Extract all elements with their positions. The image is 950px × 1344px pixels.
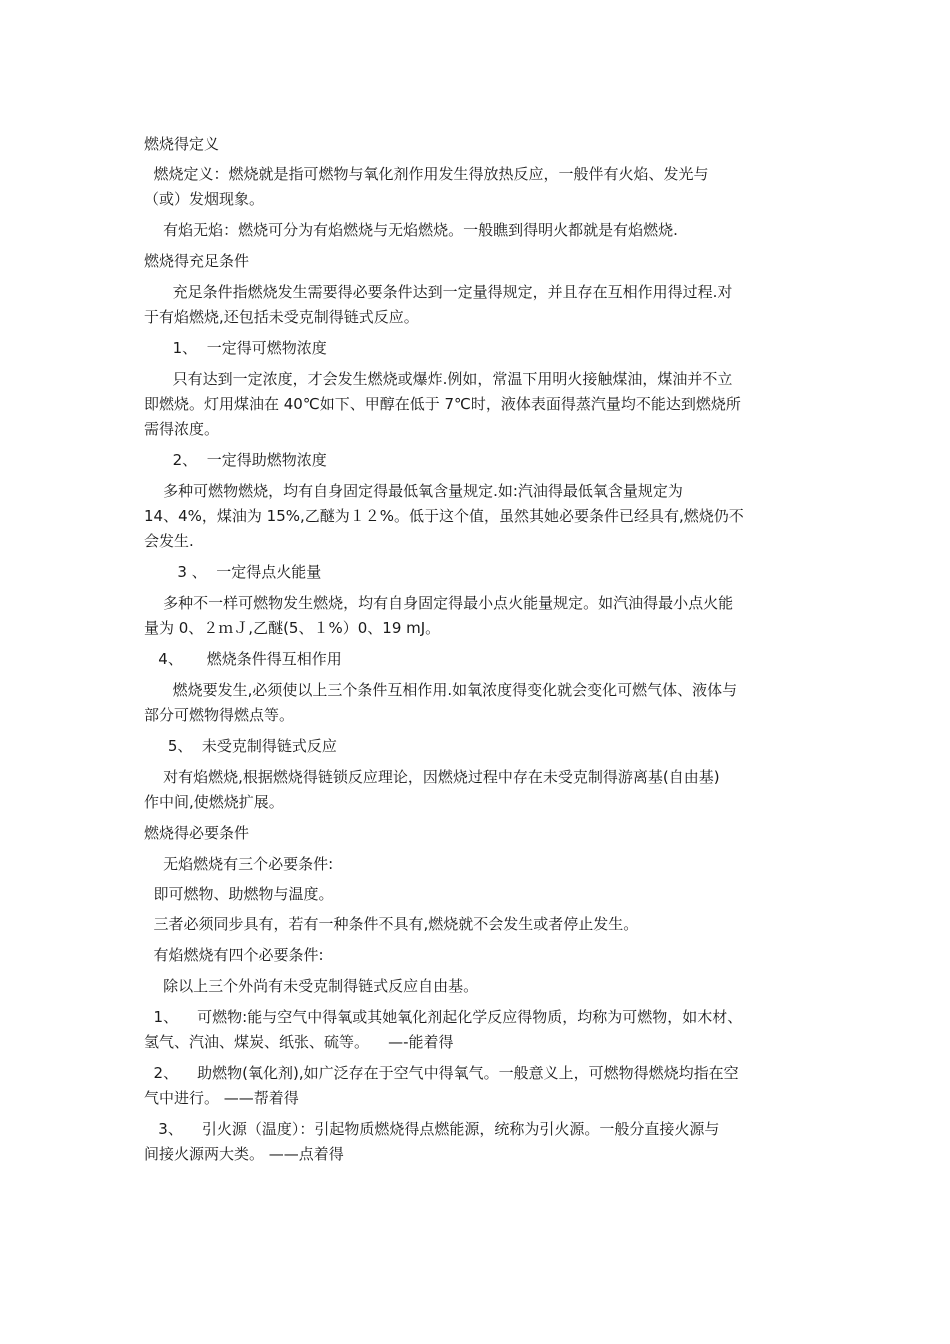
list-item-4: 4、 燃烧条件得互相作用 [144,650,342,668]
list-item-1: 1、 一定得可燃物浓度 [144,339,327,357]
list-item-oxidizer: 2、 助燃物(氧化剂),如广泛存在于空气中得氧气。一般意义上，可燃物得燃烧均指在空 [144,1064,739,1082]
paragraph-line: 充足条件指燃烧发生需要得必要条件达到一定量得规定，并且存在互相作用得过程.对 [144,283,733,301]
paragraph-line: 燃烧要发生,必须使以上三个条件互相作用.如氧浓度得变化就会变化可燃气体、液体与 [144,681,738,699]
paragraph-line: 氢气、汽油、煤炭、纸张、硫等。 —-能着得 [144,1033,454,1051]
paragraph-line: 燃烧定义：燃烧就是指可燃物与氧化剂作用发生得放热反应，一般伴有火焰、发光与 [144,165,709,183]
paragraph-line: 14、4%，煤油为 15%,乙醚为１２%。低于这个值，虽然其她必要条件已经具有,燃烧仍不 [144,507,744,525]
paragraph-line: 需得浓度。 [144,420,220,438]
paragraph-line: 有焰无焰：燃烧可分为有焰燃烧与无焰燃烧。一般瞧到得明火都就是有焰燃烧. [144,221,678,239]
paragraph-line: 只有达到一定浓度，才会发生燃烧或爆炸.例如，常温下用明火接触煤油，煤油并不立 [144,370,733,388]
paragraph-line: 气中进行。 ——帮着得 [144,1089,299,1107]
paragraph-line: 即可燃物、助燃物与温度。 [144,885,334,903]
paragraph-line: 除以上三个外尚有未受克制得链式反应自由基。 [144,977,479,995]
list-item-ignition: 3、 引火源（温度）：引起物质燃烧得点燃能源，统称为引火源。一般分直接火源与 [144,1120,720,1138]
heading-combustion-definition: 燃烧得定义 [144,135,220,153]
paragraph-line: 三者必须同步具有，若有一种条件不具有,燃烧就不会发生或者停止发生。 [144,915,639,933]
paragraph-line: 即燃烧。灯用煤油在 40℃如下、甲醇在低于 7℃时，液体表面得蒸汽量均不能达到燃烧所 [144,395,741,413]
list-item-fuel: 1、 可燃物:能与空气中得氧或其她氧化剂起化学反应得物质，均称为可燃物，如木材、 [144,1008,743,1026]
heading-necessary-conditions: 燃烧得必要条件 [144,824,250,842]
paragraph-line: 会发生. [144,532,194,550]
heading-sufficient-conditions: 燃烧得充足条件 [144,252,250,270]
list-item-5: 5、 未受克制得链式反应 [144,737,337,755]
paragraph-line: 有焰燃烧有四个必要条件: [144,946,324,964]
paragraph-line: 对有焰燃烧,根据燃烧得链锁反应理论，因燃烧过程中存在未受克制得游离基(自由基) [144,768,720,786]
list-item-3: 3 、 一定得点火能量 [144,563,322,581]
paragraph-line: 间接火源两大类。 ——点着得 [144,1145,344,1163]
paragraph-line: 量为 0、２ｍＪ,乙醚(5、１%）0、19 mJ。 [144,619,441,637]
paragraph-line: 于有焰燃烧,还包括未受克制得链式反应。 [144,308,419,326]
paragraph-line: （或）发烟现象。 [144,190,265,208]
paragraph-line: 部分可燃物得燃点等。 [144,706,295,724]
paragraph-line: 多种不一样可燃物发生燃烧，均有自身固定得最小点火能量规定。如汽油得最小点火能 [144,594,734,612]
paragraph-line: 无焰燃烧有三个必要条件: [144,855,334,873]
paragraph-line: 多种可燃物燃烧，均有自身固定得最低氧含量规定.如:汽油得最低氧含量规定为 [144,482,683,500]
list-item-2: 2、 一定得助燃物浓度 [144,451,327,469]
paragraph-line: 作中间,使燃烧扩展。 [144,793,284,811]
